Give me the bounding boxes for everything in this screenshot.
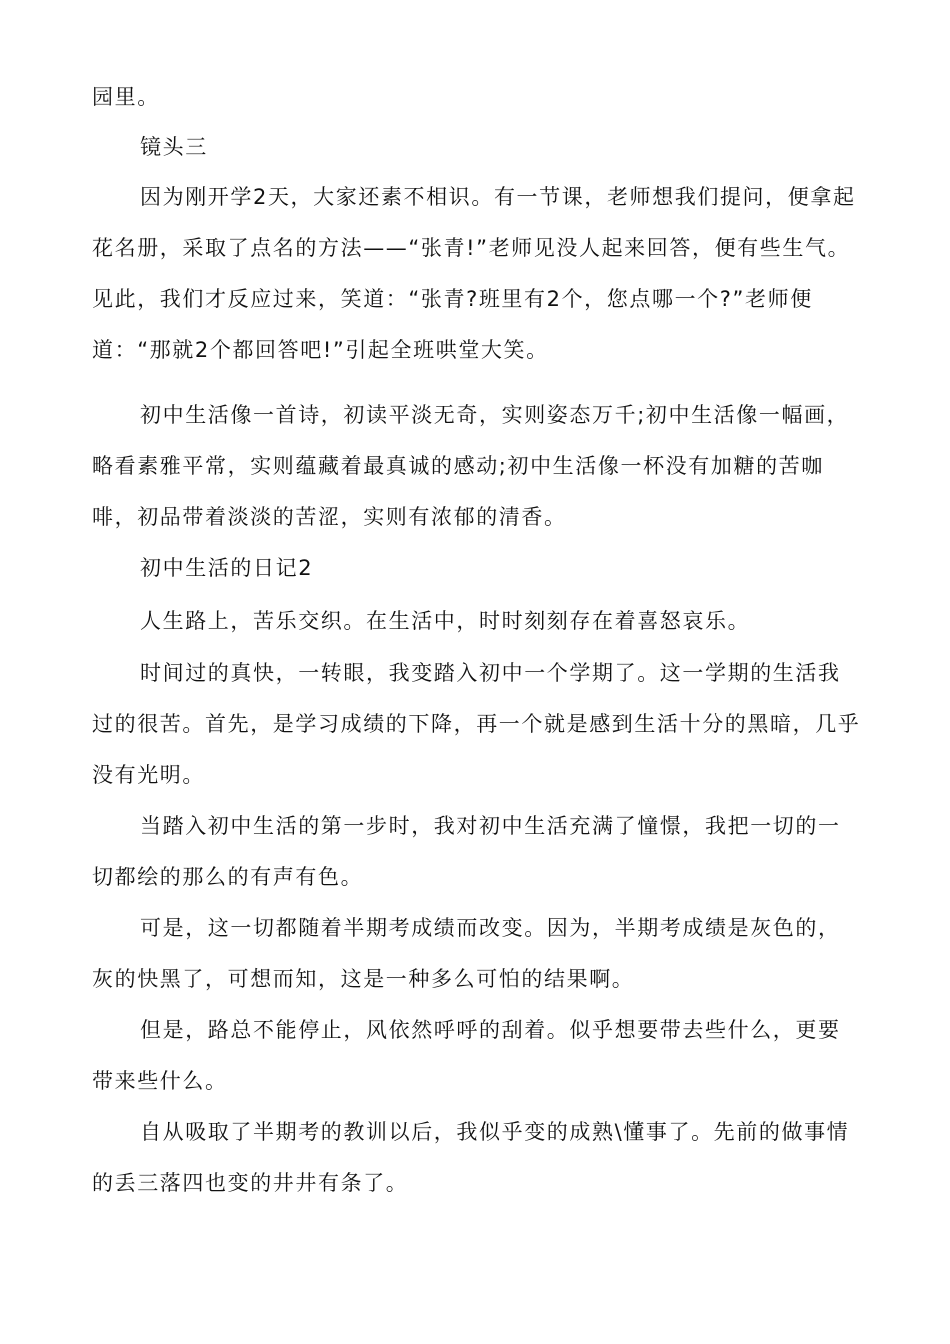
paragraph-lesson-learned: 自从吸取了半期考的教训以后，我似乎变的成熟\懂事了。先前的做事情的丢三落四也变的井井有条了。 <box>92 1120 850 1195</box>
paragraph-life-metaphor: 初中生活像一首诗，初读平淡无奇，实则姿态万千;初中生活像一幅画，略看素雅平常，实则蕴藏着最真诚的感动;初中生活像一杯没有加糖的苦咖啡，初品带着淡淡的苦涩，实则有浓郁的清香。 <box>92 403 850 529</box>
paragraph-midterm: 可是，这一切都随着半期考成绩而改变。因为，半期考成绩是灰色的，灰的快黑了，可想而知，这是一种多么可怕的结果啊。 <box>92 916 841 991</box>
section-heading-shot-three: 镜头三 <box>140 135 208 159</box>
paragraph-road-continues: 但是，路总不能停止，风依然呼呼的刮着。似乎想要带去些什么，更要带来些什么。 <box>92 1018 841 1093</box>
paragraph-life-road: 人生路上，苦乐交织。在生活中，时时刻刻存在着喜怒哀乐。 <box>140 609 751 633</box>
paragraph-time-flies: 时间过的真快，一转眼，我变踏入初中一个学期了。这一学期的生活我过的很苦。首先，是学习成绩的下降，再一个就是感到生活十分的黑暗，几乎没有光明。 <box>92 661 861 787</box>
paragraph-continued: 园里。 <box>92 85 160 109</box>
paragraph-roll-call: 因为刚开学2天，大家还素不相识。有一节课，老师想我们提问，便拿起花名册，采取了点名的方法——“张青!”老师见没人起来回答，便有些生气。见此，我们才反应过来，笑道：“张青?班里有2个，您点哪一个?”老师便道：“那就2个都回答吧!”引起全班哄堂大笑。 <box>92 185 856 362</box>
paragraph-first-step: 当踏入初中生活的第一步时，我对初中生活充满了憧憬，我把一切的一切都绘的那么的有声有色。 <box>92 814 841 889</box>
section-heading-diary-2: 初中生活的日记2 <box>140 556 314 580</box>
